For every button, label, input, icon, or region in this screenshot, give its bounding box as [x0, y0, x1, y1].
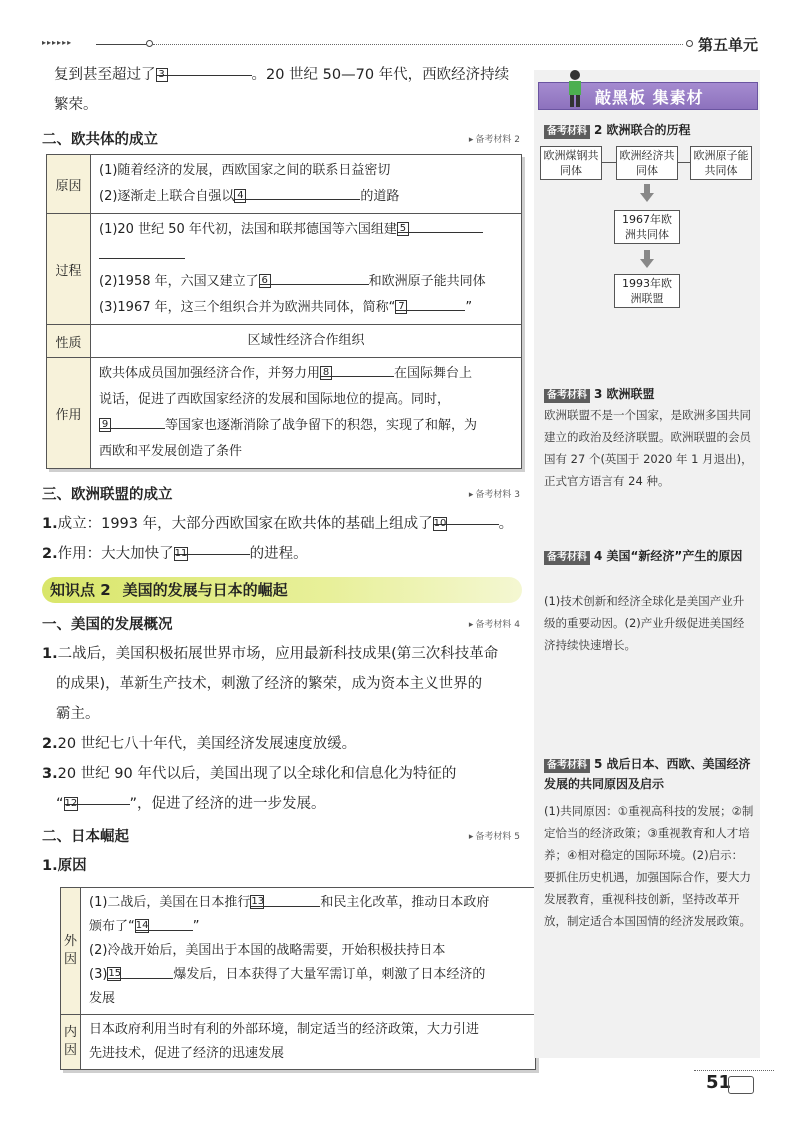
section-japan-title: 二、日本崛起 ▸ 备考材料 5 — [30, 823, 524, 851]
effect-content: 欧共体成员国加强经济合作，并努力用 8 在国际舞台上 说话，促进了西欧国家经济的发展和国际地位的提高。同时， 9 等国家也逐渐消除了战争留下的积怨，实现了和解，为 西欧和平发展创造了条件 — [91, 358, 522, 469]
effect-label: 作用 — [47, 358, 91, 469]
footer-rule — [694, 1070, 774, 1071]
nature-label: 性质 — [47, 325, 91, 358]
material-5-body: (1)共同原因：①重视高科技的发展；②制定恰当的经济政策；③重视教育和人才培养；④相对稳定的国际环境。(2)启示：要抓住历史机遇，加强国际合作，要大力发展教育，重视科技创新，坚持改革开放，制定适合本国国情的经济发展政策。 — [544, 804, 754, 928]
header-dot — [146, 40, 153, 47]
unit-title: 第五单元 — [698, 36, 759, 54]
ref-material-3: ▸ 备考材料 3 — [469, 481, 520, 509]
section-us-title: 一、美国的发展概况 ▸ 备考材料 4 — [30, 611, 524, 639]
flow-eec: 欧洲经济共同体 — [616, 146, 678, 180]
section-ec-title: 二、欧共体的成立 ▸ 备考材料 2 — [30, 126, 524, 154]
ref-material-5: ▸ 备考材料 5 — [469, 823, 520, 851]
process-content: (1)20 世纪 50 年代初，法国和联邦德国等六国组建 5 (2)1958 年，六国又建立了 6 和欧洲原子能共同体 (3)1967 年，这三个组织合并为欧洲共同体，简称“ 7 ” — [91, 214, 522, 325]
blank-15[interactable]: 15 — [107, 963, 173, 979]
unit-dot — [686, 40, 693, 47]
eu-item-2: 2.作用：大大加快了11 的进程。 — [30, 539, 524, 569]
material-3-title: 备考材料 3 欧洲联盟 — [544, 384, 655, 404]
flow-line-left — [602, 162, 616, 163]
blank-12[interactable]: 12 — [64, 789, 130, 805]
section-eu-title: 三、欧洲联盟的成立 ▸ 备考材料 3 — [30, 481, 524, 509]
blank-7[interactable]: 7 — [395, 295, 465, 311]
blank-5[interactable]: 5 — [397, 217, 483, 233]
us-item-2: 2.20 世纪七八十年代，美国经济发展速度放缓。 — [42, 736, 357, 752]
book-icon — [728, 1076, 754, 1094]
material-4-body: (1)技术创新和经济全球化是美国产业升级的重要动因。(2)产业升级促进美国经济持续快速增长。 — [544, 594, 745, 652]
main-column — [30, 60, 524, 1070]
header-arrows: ▸▸▸▸▸▸ — [42, 38, 73, 47]
external-cause-content: (1)二战后，美国在日本推行13 和民主化改革，推动日本政府 颁布了“14 ” (2)冷战开始后，美国出于本国的战略需要，开始积极扶持日本 (3)15 爆发后，日本获得了大量军需订单，刺激了日本经济的 发展 — [81, 888, 536, 1015]
blank-11[interactable]: 11 — [174, 539, 250, 555]
intro-paragraph: 复到甚至超过了 3 。20 世纪 50—70 年代，西欧经济持续 繁荣。 — [30, 60, 524, 120]
flow-euratom: 欧洲原子能共同体 — [690, 146, 752, 180]
flow-line-right — [678, 162, 690, 163]
eu-item-1: 1.成立：1993 年，大部分西欧国家在欧共体的基础上组成了10 。 — [30, 509, 524, 539]
flow-arrow-1-icon — [640, 184, 654, 202]
material-4-title: 备考材料 4 美国“新经济”产生的原因 — [544, 546, 754, 566]
page-number: 51 — [706, 1072, 732, 1093]
material-3-body: 欧洲联盟不是一个国家，是欧洲多国共同建立的政治及经济联盟。欧洲联盟的会员国有 27 个(英国于 2020 年 1 月退出)，正式官方语言有 24 种。 — [544, 408, 753, 488]
material-2-title: 备考材料 2 欧洲联合的历程 — [544, 120, 691, 140]
blank-9[interactable]: 9 — [99, 413, 165, 429]
cause-content: (1)随着经济的发展，西欧国家之间的联系日益密切 (2)逐渐走上联合自强以 4 的道路 — [91, 155, 522, 214]
internal-cause-content: 日本政府利用当时有利的外部环境，制定适当的经济政策，大力引进 先进技术，促进了经济的迅速发展 — [81, 1015, 536, 1070]
sidebar-materials — [534, 70, 760, 1058]
external-cause-label: 外因 — [61, 888, 81, 1015]
ref-material-2: ▸ 备考材料 2 — [469, 126, 520, 154]
internal-cause-label: 内因 — [61, 1015, 81, 1070]
sidebar-banner: 敲黑板 集素材 — [538, 82, 758, 110]
material-5-title: 备考材料 5 战后日本、西欧、美国经济发展的共同原因及启示 — [544, 757, 751, 791]
blank-5-continued — [99, 243, 185, 259]
process-label: 过程 — [47, 214, 91, 325]
flow-ec-1967: 1967年欧洲共同体 — [614, 210, 680, 244]
flow-ecsc: 欧洲煤钢共同体 — [540, 146, 602, 180]
us-item-3: 3.20 世纪 90 年代以后，美国出现了以全球化和信息化为特征的 “12 ”，促进了经济的进一步发展。 — [42, 766, 457, 812]
ec-table — [46, 154, 522, 469]
teacher-figure-icon — [565, 69, 585, 109]
blank-6[interactable]: 6 — [259, 269, 369, 285]
header-rule — [153, 44, 683, 45]
us-item-1: 1.二战后，美国积极拓展世界市场，应用最新科技成果(第三次科技革命 的成果)，革新生产技术，刺激了经济的繁荣，成为资本主义世界的 霸主。 — [42, 646, 499, 722]
ref-material-4: ▸ 备考材料 4 — [469, 611, 520, 639]
blank-13[interactable]: 13 — [250, 891, 320, 907]
japan-table — [60, 887, 536, 1070]
header-dash — [96, 44, 146, 45]
knowledge-point-2-banner: 知识点 2 美国的发展与日本的崛起 — [42, 577, 522, 603]
flow-eu-1993: 1993年欧洲联盟 — [614, 274, 680, 308]
nature-content: 区域性经济合作组织 — [91, 325, 522, 358]
flow-arrow-2-icon — [640, 250, 654, 268]
japan-causes-subtitle: 1.原因 — [42, 858, 87, 874]
blank-3[interactable]: 3 — [156, 60, 252, 76]
blank-8[interactable]: 8 — [320, 361, 394, 377]
blank-10[interactable]: 10 — [433, 509, 499, 525]
blank-14[interactable]: 14 — [135, 915, 193, 931]
cause-label: 原因 — [47, 155, 91, 214]
blank-4[interactable]: 4 — [234, 184, 360, 200]
